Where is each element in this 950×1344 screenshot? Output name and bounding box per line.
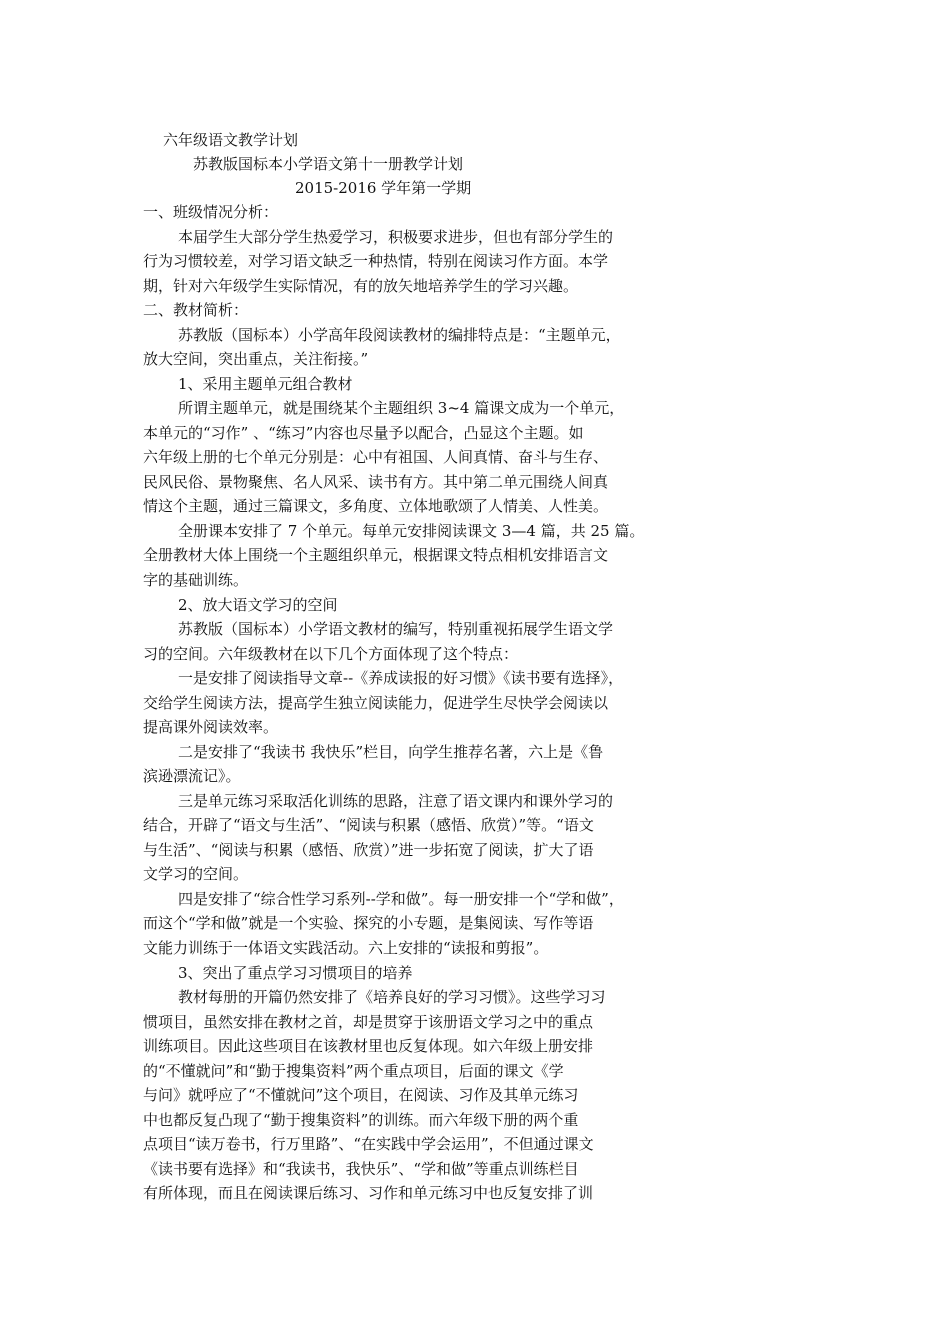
- paragraph-line: 行为习惯较差，对学习语文缺乏一种热情，特别在阅读习作方面。本学: [143, 252, 609, 270]
- subsection-heading: 1、采用主题单元组合教材: [178, 375, 353, 393]
- section-heading: 二、教材简析：: [143, 301, 249, 319]
- paragraph-line: 一是安排了阅读指导文章--《养成读报的好习惯》《读书要有选择》，: [178, 669, 624, 687]
- paragraph-line: 本单元的“习作” 、“练习”内容也尽量予以配合，凸显这个主题。如: [143, 424, 584, 442]
- paragraph-line: 所谓主题单元，就是围绕某个主题组织 3~4 篇课文成为一个单元，: [178, 399, 625, 417]
- paragraph-line: 本届学生大部分学生热爱学习，积极要求进步，但也有部分学生的: [178, 228, 614, 246]
- paragraph-line: 情这个主题，通过三篇课文，多角度、立体地歌颂了人情美、人性美。: [143, 497, 609, 515]
- paragraph-line: 中也都反复凸现了“勤于搜集资料”的训练。而六年级下册的两个重: [143, 1111, 579, 1129]
- paragraph-line: 交给学生阅读方法，提高学生独立阅读能力，促进学生尽快学会阅读以: [143, 694, 609, 712]
- paragraph-line: 四是安排了“综合性学习系列--学和做”。每一册安排一个“学和做”，: [178, 890, 624, 908]
- document-subtitle: 苏教版国标本小学语文第十一册教学计划: [193, 155, 464, 173]
- paragraph-line: 结合，开辟了“语文与生活”、“阅读与积累（感悟、欣赏）”等。“语文: [143, 816, 594, 834]
- paragraph-line: 字的基础训练。: [143, 571, 249, 589]
- paragraph-line: 苏教版（国标本）小学语文教材的编写，特别重视拓展学生语文学: [178, 620, 614, 638]
- paragraph-line: 而这个“学和做”就是一个实验、探究的小专题，是集阅读、写作等语: [143, 914, 594, 932]
- paragraph-line: 习的空间。六年级教材在以下几个方面体现了这个特点：: [143, 645, 519, 663]
- paragraph-line: 教材每册的开篇仍然安排了《培养良好的学习习惯》。这些学习习: [178, 988, 606, 1006]
- paragraph-line: 提高课外阅读效率。: [143, 718, 279, 736]
- section-heading: 一、班级情况分析：: [143, 203, 279, 221]
- paragraph-line: 点项目“读万卷书，行万里路”、“在实践中学会运用”，不但通过课文: [143, 1135, 594, 1153]
- paragraph-line: 苏教版（国标本）小学高年段阅读教材的编排特点是：“主题单元，: [178, 326, 621, 344]
- paragraph-line: 滨逊漂流记》。: [143, 767, 241, 785]
- paragraph-line: 的“不懂就问”和“勤于搜集资料”两个重点项目，后面的课文《学: [143, 1062, 564, 1080]
- paragraph-line: 文学习的空间。: [143, 865, 249, 883]
- paragraph-line: 全册教材大体上围绕一个主题组织单元，根据课文特点相机安排语言文: [143, 546, 609, 564]
- paragraph-line: 训练项目。因此这些项目在该教材里也反复体现。如六年级上册安排: [143, 1037, 594, 1055]
- subsection-heading: 2、放大语文学习的空间: [178, 596, 338, 614]
- paragraph-line: 三是单元练习采取活化训练的思路，注意了语文课内和课外学习的: [178, 792, 614, 810]
- subsection-heading: 3、突出了重点学习习惯项目的培养: [178, 964, 413, 982]
- paragraph-line: 惯项目，虽然安排在教材之首，却是贯穿于该册语文学习之中的重点: [143, 1013, 594, 1031]
- document-title: 六年级语文教学计划: [163, 131, 299, 149]
- paragraph-line: 有所体现，而且在阅读课后练习、习作和单元练习中也反复安排了训: [143, 1184, 594, 1202]
- paragraph-line: 民风民俗、景物聚焦、名人风采、读书有方。其中第二单元围绕人间真: [143, 473, 609, 491]
- paragraph-line: 期，针对六年级学生实际情况，有的放矢地培养学生的学习兴趣。: [143, 277, 579, 295]
- paragraph-line: 与问》就呼应了“不懂就问”这个项目，在阅读、习作及其单元练习: [143, 1086, 579, 1104]
- paragraph-line: 与生活”、“阅读与积累（感悟、欣赏）”进一步拓宽了阅读，扩大了语: [143, 841, 594, 859]
- paragraph-line: 全册课本安排了 7 个单元。每单元安排阅读课文 3—4 篇，共 25 篇。: [178, 522, 645, 540]
- paragraph-line: 《读书要有选择》和“我读书，我快乐”、“学和做”等重点训练栏目: [143, 1160, 579, 1178]
- paragraph-line: 文能力训练于一体语文实践活动。六上安排的“读报和剪报”。: [143, 939, 549, 957]
- paragraph-line: 二是安排了“我读书 我快乐”栏目，向学生推荐名著，六上是《鲁: [178, 743, 604, 761]
- semester-line: 2015-2016 学年第一学期: [295, 179, 472, 197]
- paragraph-line: 六年级上册的七个单元分别是：心中有祖国、人间真情、奋斗与生存、: [143, 448, 609, 466]
- paragraph-line: 放大空间，突出重点，关注衔接。”: [143, 350, 369, 368]
